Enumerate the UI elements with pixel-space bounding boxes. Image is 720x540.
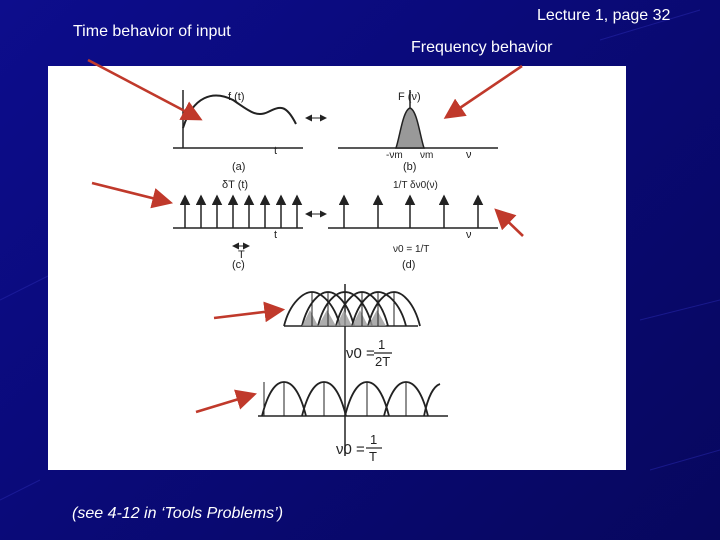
axis-label-a: t <box>274 145 278 157</box>
func-label-b: F (ν) <box>398 91 421 103</box>
undersampled-label: undersampled <box>99 308 201 325</box>
nu0-label-d: ν0 = 1/T <box>393 244 430 255</box>
nu0-den-f: T <box>369 449 377 464</box>
panel-c-impulse-train <box>173 179 326 271</box>
sufficiently-sampled-label: Sufficiently sampled <box>109 398 187 435</box>
period-label-c: T <box>238 249 245 261</box>
tag-d: (d) <box>402 259 416 271</box>
panel-d-freq-impulses <box>328 180 498 271</box>
func-label-c: δT (t) <box>222 179 249 191</box>
frequency-behavior-label: Frequency behavior <box>411 39 553 56</box>
nu0-num-f: 1 <box>370 432 378 447</box>
footnote: (see 4-12 in ‘Tools Problems’) <box>72 505 284 522</box>
tag-c: (c) <box>232 259 245 271</box>
func-label-a: f (t) <box>228 91 245 103</box>
sampling-freq-label: Sampling function in frequency <box>526 226 599 283</box>
lecture-label: Lecture 1, page 32 <box>537 7 671 24</box>
tag-b: (b) <box>403 161 417 173</box>
nu0-label-f: ν0 = <box>336 441 365 458</box>
tag-a: (a) <box>232 161 246 173</box>
panel-e-undersampled <box>284 284 420 369</box>
panel-b-spectrum <box>338 90 498 173</box>
neg-freq-b: -νm <box>386 150 403 161</box>
pos-freq-b: νm <box>420 150 434 161</box>
func-label-d: 1/T δν0(ν) <box>393 180 438 191</box>
axis-label-c: t <box>274 229 278 241</box>
sampling-time-label: Sampling function in time <box>67 135 140 192</box>
panel-a-time-signal <box>173 90 326 173</box>
nu0-den-e: 2T <box>375 354 391 369</box>
axis-label-d: ν <box>466 229 472 241</box>
time-behavior-label: Time behavior of input <box>73 23 231 40</box>
panel-f-sufficient <box>258 366 448 464</box>
nu0-label-e: ν0 = <box>346 345 375 362</box>
axis-label-b: ν <box>466 149 472 161</box>
nu0-num-e: 1 <box>378 337 386 352</box>
